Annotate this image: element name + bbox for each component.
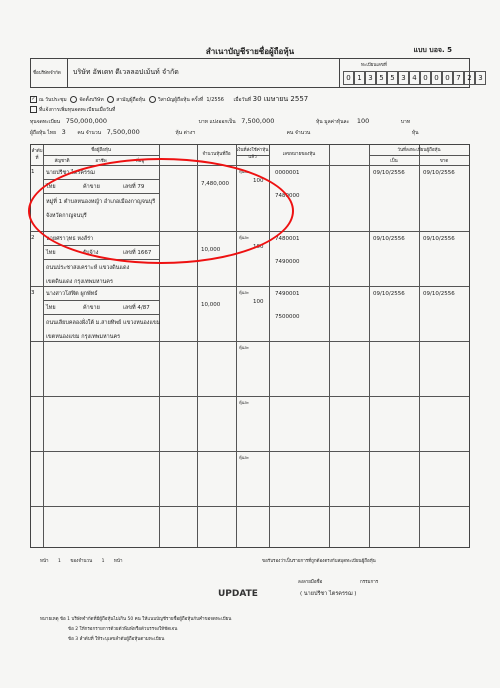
meeting-number: 1/2556 [206,97,224,103]
paid-per-share-label: หุ้นละ [239,345,249,350]
cell-cert-to: 7500000 [275,314,300,320]
paid-per-share-label: หุ้นละ [239,290,249,295]
cell-addr2: ถนนเลียบคลองฝั่งใต้ ม.สายทิพย์ แขวงหนองแขม [46,320,161,326]
baht-label: บาท [400,119,411,125]
cell-cert-from: 0000001 [275,170,300,176]
cell-cert-from: 7480001 [275,236,300,242]
reg-digit: 7 [453,71,464,85]
form-code: แบบ บอจ. 5 [413,46,452,54]
capital-value: 750,000,000 [65,117,108,125]
radio-icon[interactable] [70,96,77,103]
option-establish: จัดตั้งบริษัท [79,97,104,103]
checkbox-icon[interactable]: ✓ [31,96,36,102]
page-label: หน้า [40,559,49,564]
cell-addr2: ถนนประชาสงเคราะห์ แขวงดินแดง [46,265,130,271]
capital-row [30,117,410,126]
cell-addr3: จังหวัดกาญจนบุรี [46,213,87,219]
footnote-2: ข้อ 2 ให้กรอกรายการด้วยตัวพิมพ์หรือตัวบรรจงให้ชัดเจน [68,627,178,632]
reg-digit: 0 [442,71,453,85]
cell-cert-to: 7490000 [275,259,300,265]
company-label: ชื่อบริษัทจำกัด [33,71,61,76]
cell-paid: 100 [253,244,264,250]
page-total: 1 [101,559,105,564]
cell-no: 3 [31,290,35,296]
share-unit: หุ้น มูลค่าหุ้นละ [315,119,350,125]
reg-digit: 3 [475,71,486,85]
col-regdate-header: วันที่ลงทะเบียนผู้ถือหุ้น [397,148,441,153]
reg-digit: 5 [376,71,387,85]
capital-label: ทุนจดทะเบียน [30,119,61,125]
cell-date2: 09/10/2556 [423,170,455,176]
reg-digit: 0 [343,71,354,85]
col-addr-header: ที่อยู่ [135,159,145,164]
cell-shares: 10,000 [201,247,221,253]
cell-cert-to: 7480000 [275,193,300,199]
col-nat-header: สัญชาติ [54,159,70,164]
cell-date2: 09/10/2556 [423,291,455,297]
cell-date1: 09/10/2556 [373,291,405,297]
page-number: 1 [58,559,61,564]
reg-digit: 5 [387,71,398,85]
cell-occ: ค้าขาย [83,305,100,311]
cell-name: นายปรีชา ไตรครรฌ [46,170,95,176]
cell-name: นางสาวโสฬิต ผูกพัทธ์ [46,291,98,297]
cell-addr: เลขที่ 79 [123,184,145,190]
paid-per-share-label: หุ้นละ [239,235,249,240]
cell-shares: 10,000 [201,302,221,308]
company-name: บริษัท อัพเดท ดีเวลลอปเม้นท์ จำกัด [73,68,179,76]
holders-unit: คน จำนวน [77,130,102,136]
checkbox-icon[interactable] [30,106,37,113]
holders-row [30,128,419,137]
col-paid-header: เงินที่ส่งใช้ค่าหุ้นแล้ว [236,148,269,160]
capital-unit: บาท แบ่งออกเป็น [198,119,236,125]
cell-addr: เลขที่ 4/87 [123,305,150,311]
company-header-box [30,58,483,88]
signer-name: ( นายปรีชา ไตรครรฌ ) [300,591,357,597]
sign-label: ลงลายมือชื่อ [298,580,323,585]
cell-shares: 7,480,000 [201,181,229,187]
reg-digit: 2 [464,71,475,85]
cell-occ: ค้าขาย [83,184,100,190]
of-label: ของจำนวน [70,559,93,564]
col-no-header: ลำดับที่ [31,149,43,161]
cell-occ: รับจ้าง [83,250,99,256]
paid-per-share-label: หุ้นละ [239,169,249,174]
paid-per-share-label: หุ้นละ [239,455,249,460]
reg-digit: 0 [420,71,431,85]
reg-digit: 4 [409,71,420,85]
capital-note-row [30,106,115,114]
cell-name: นายศราวุทธ หงส์ร่า [46,236,94,242]
option-extraordinary: วิสามัญผู้ถือหุ้น ครั้งที่ [157,97,204,103]
cell-addr3: เขตหนองแขม กรุงเทพมหานคร [46,334,121,340]
meeting-date: 30 เมษายน 2557 [252,95,309,103]
update-stamp: UPDATE [218,589,258,599]
capital-note: ที่แจ้งการเพิ่มทุนจดทะเบียนเมื่อวันที่ [39,107,116,113]
cell-addr3: เขตดินแดง กรุงเทพมหานคร [46,279,113,285]
holders-label: ผู้ถือหุ้น ไทย [30,130,57,136]
foreign-label: หุ้น ต่างฯ [175,130,195,136]
cell-date1: 09/10/2556 [373,236,405,242]
cell-date1: 09/10/2556 [373,170,405,176]
reg-digit: 0 [431,71,442,85]
cell-nat: ไทย [46,184,56,190]
document-title: สำเนาบัญชีรายชื่อผู้ถือหุ้น [205,47,295,56]
radio-icon[interactable] [149,96,156,103]
certify-text: ขอรับรองว่าเป็นรายการที่ถูกต้องตรงกับสมุดทะเบียนผู้ถือหุ้น [262,559,376,564]
footnote-1: หมายเหตุ ข้อ 1 บริษัทจำกัดที่มีผู้ถือหุ้นไม่เกิน 50 คน ให้แนบบัญชีรายชื่อผู้ถือหุ้นกับคำขอจดทะเบียน [40,617,232,622]
cell-no: 2 [31,235,35,241]
par-value: 100 [356,117,370,125]
red-annotation-circle [28,158,294,264]
cell-cert-from: 7490001 [275,291,300,297]
page-word: หน้า [113,559,123,564]
reg-digit: 3 [365,71,376,85]
registration-label: ทะเบียนเลขที่ [361,63,387,68]
shares-total: 7,500,000 [241,117,275,125]
holders-shares: 7,500,000 [106,128,140,136]
meeting-options-row [30,94,308,105]
col-shares-header: จำนวนหุ้นที่ถือ [202,152,231,157]
reg-digit: 3 [398,71,409,85]
footnote-3: ข้อ 3 ลำดับที่ ให้ระบุเลขลำดับผู้ถือหุ้นตามทะเบียน [68,637,165,642]
page-counter [40,557,122,564]
director-label: กรรมการ [360,580,379,585]
cell-paid: 100 [253,299,264,305]
cell-addr2: หมู่ที่ 1 ตำบลหนองหญ้า อำเภอเมืองกาญจนบุรี [46,199,156,205]
option-meeting: ณ วันประชุม [39,97,67,103]
cell-date2: 09/10/2556 [423,236,455,242]
cell-no: 1 [31,169,35,175]
cell-paid: 100 [253,178,264,184]
option-ordinary: สามัญผู้ถือหุ้น [116,97,146,103]
holders-count: 3 [61,128,66,136]
date-label: เมื่อวันที่ [233,97,252,103]
col-holder-header: ชื่อผู้ถือหุ้น [91,148,111,153]
col-occ-header: อาชีพ [95,159,107,164]
shares-word: หุ้น [411,130,419,136]
cell-addr: เลขที่ 1667 [123,250,152,256]
radio-icon[interactable] [107,96,114,103]
cell-nat: ไทย [46,250,56,256]
paid-per-share-label: หุ้นละ [239,400,249,405]
registration-number [343,71,486,85]
col-holder-date-header: เป็น [390,159,398,164]
foreign-unit: คน จำนวน [286,130,311,136]
col-cease-header: ขาด [439,159,449,164]
cell-nat: ไทย [46,305,56,311]
reg-digit: 1 [354,71,365,85]
col-cert-header: เลขหมายของหุ้น [282,152,316,157]
